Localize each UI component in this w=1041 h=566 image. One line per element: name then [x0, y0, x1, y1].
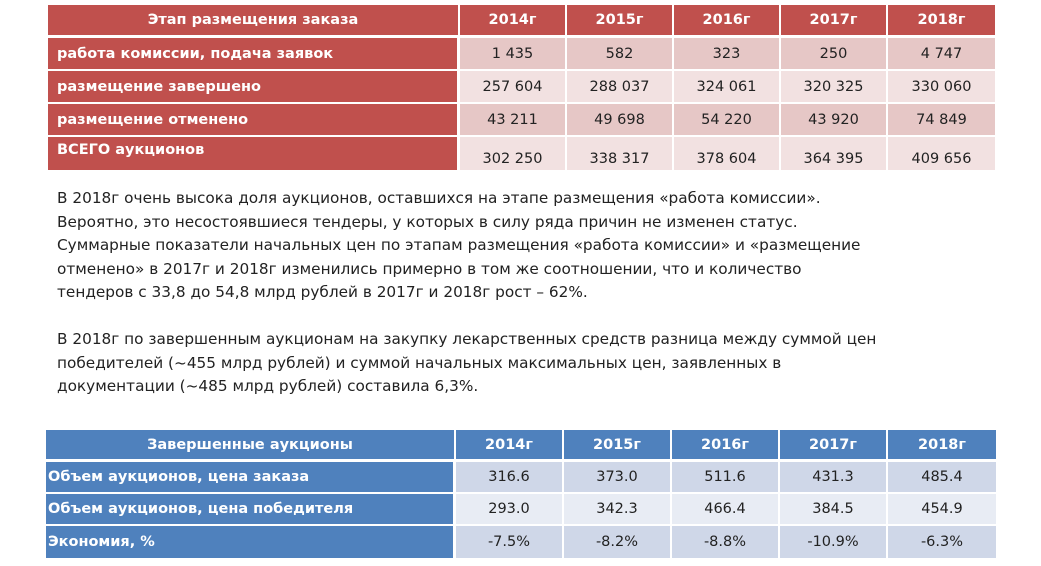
table-cell: 466.4	[672, 494, 780, 526]
table-row	[46, 462, 996, 494]
paragraph-line: отменено» в 2017г и 2018г изменились примерно в том же соотношении, что и количество	[57, 259, 802, 278]
table-cell: 54 220	[674, 104, 781, 137]
column-header-2017: 2017г	[781, 5, 888, 38]
table-cell: -10.9%	[780, 526, 888, 558]
row-label: Экономия, %	[46, 526, 456, 558]
table-cell: 49 698	[567, 104, 674, 137]
table-cell: 485.4	[888, 462, 996, 494]
table-cell: 511.6	[672, 462, 780, 494]
table-cell: 342.3	[564, 494, 672, 526]
table-cell: -8.2%	[564, 526, 672, 558]
row-label: Объем аукционов, цена победителя	[46, 494, 456, 526]
table-cell: 43 920	[781, 104, 888, 137]
table-cell: 431.3	[780, 462, 888, 494]
table-cell: 43 211	[460, 104, 567, 137]
paragraph-line: Вероятно, это несостоявшиеся тендеры, у которых в силу ряда причин не изменен статус.	[57, 212, 798, 231]
completed-auctions-table	[46, 430, 996, 558]
column-header-2016: 2016г	[672, 430, 780, 462]
row-label: работа комиссии, подача заявок	[48, 38, 460, 71]
table-cell: 302 250	[460, 137, 567, 170]
table-row	[48, 71, 995, 104]
table-cell: 293.0	[456, 494, 564, 526]
table-cell: 364 395	[781, 137, 888, 170]
table-cell: 74 849	[888, 104, 995, 137]
table-cell: 257 604	[460, 71, 567, 104]
paragraph-line: В 2018г очень высока доля аукционов, оставшихся на этапе размещения «работа комиссии».	[57, 189, 821, 207]
analysis-paragraph-2	[57, 328, 1017, 399]
row-label: ВСЕГО аукционов	[48, 137, 460, 170]
table-cell: 454.9	[888, 494, 996, 526]
analysis-paragraph-1	[57, 187, 1017, 305]
row-label: размещение завершено	[48, 71, 460, 104]
table-cell: 338 317	[567, 137, 674, 170]
column-header-2016: 2016г	[674, 5, 781, 38]
column-header-2014: 2014г	[456, 430, 564, 462]
table-cell: 323	[674, 38, 781, 71]
paragraph-line: Суммарные показатели начальных цен по этапам размещения «работа комиссии» и «размещение	[57, 236, 861, 254]
paragraph-line: В 2018г по завершенным аукционам на закупку лекарственных средств разница между суммой цен	[57, 330, 877, 348]
column-header-2015: 2015г	[567, 5, 674, 38]
table-row	[46, 526, 996, 558]
table-cell: 384.5	[780, 494, 888, 526]
table-row	[48, 38, 995, 71]
column-header-stage: Этап размещения заказа	[48, 5, 460, 38]
table-cell: 409 656	[888, 137, 995, 170]
table-row-total	[48, 137, 995, 170]
table-cell: 324 061	[674, 71, 781, 104]
table-cell: 1 435	[460, 38, 567, 71]
table-cell: 316.6	[456, 462, 564, 494]
column-header-2018: 2018г	[888, 430, 996, 462]
table-cell: -8.8%	[672, 526, 780, 558]
table-row	[46, 494, 996, 526]
row-label: размещение отменено	[48, 104, 460, 137]
table-row	[48, 104, 995, 137]
table-cell: 330 060	[888, 71, 995, 104]
table-cell: 378 604	[674, 137, 781, 170]
table-cell: 250	[781, 38, 888, 71]
column-header-2017: 2017г	[780, 430, 888, 462]
paragraph-line: тендеров с 33,8 до 54,8 млрд рублей в 2017г и 2018г рост – 62%.	[57, 283, 588, 301]
table-cell: 320 325	[781, 71, 888, 104]
table-cell: 582	[567, 38, 674, 71]
column-header-2014: 2014г	[460, 5, 567, 38]
table-header-row	[46, 430, 996, 462]
placement-stage-table	[48, 5, 995, 170]
table-cell: 4 747	[888, 38, 995, 71]
column-header-2018: 2018г	[888, 5, 995, 38]
table-cell: 288 037	[567, 71, 674, 104]
paragraph-line: победителей (~455 млрд рублей) и суммой начальных максимальных цен, заявленных в	[57, 353, 782, 372]
table-cell: -6.3%	[888, 526, 996, 558]
column-header-2015: 2015г	[564, 430, 672, 462]
column-header-completed: Завершенные аукционы	[46, 430, 456, 462]
table-cell: -7.5%	[456, 526, 564, 558]
paragraph-line: документации (~485 млрд рублей) составила 6,3%.	[57, 377, 479, 395]
row-label: Объем аукционов, цена заказа	[46, 462, 456, 494]
table-header-row	[48, 5, 995, 38]
table-cell: 373.0	[564, 462, 672, 494]
